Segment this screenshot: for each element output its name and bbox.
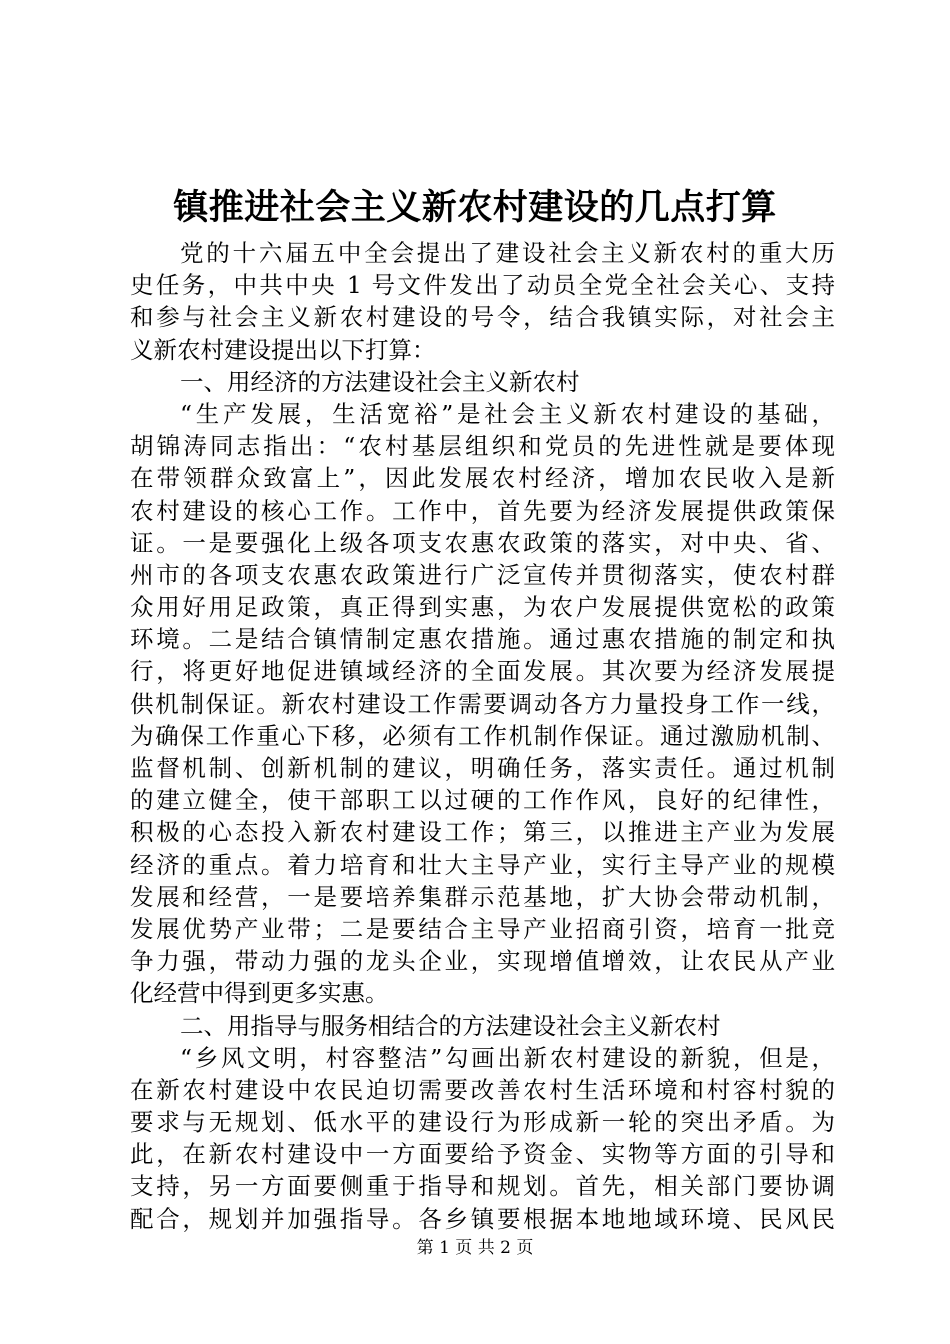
text-line: 支持，另一方面要侧重于指导和规划。首先，相关部门要协调 [130, 1172, 835, 1201]
text-line: 义新农村建设提出以下打算： [130, 335, 436, 364]
text-line: 积极的心态投入新农村建设工作；第三，以推进主产业为发展 [130, 818, 835, 847]
text-line: 发展优势产业带；二是要结合主导产业招商引资，培育一批竞 [130, 914, 835, 943]
text-line: 农村建设的核心工作。工作中，首先要为经济发展提供政策保 [130, 496, 835, 525]
text-line: 环境。二是结合镇情制定惠农措施。通过惠农措施的制定和执 [130, 625, 835, 654]
text-line: 州市的各项支农惠农政策进行广泛宣传并贯彻落实，使农村群 [130, 560, 835, 589]
text-line: 胡锦涛同志指出：“农村基层组织和党员的先进性就是要体现 [130, 432, 835, 461]
text-line: 配合，规划并加强指导。各乡镇要根据本地地域环境、民风民 [130, 1204, 835, 1233]
section-heading: 一、用经济的方法建设社会主义新农村 [180, 367, 580, 396]
text-line: 经济的重点。着力培育和壮大主导产业，实行主导产业的规模 [130, 850, 835, 879]
text-line: “生产发展，生活宽裕”是社会主义新农村建设的基础， [180, 399, 835, 428]
page-number-footer: 第 1 页 共 2 页 [416, 1238, 534, 1258]
text-line: 在带领群众致富上”，因此发展农村经济，增加农民收入是新 [130, 464, 835, 493]
text-line: “乡风文明，村容整洁”勾画出新农村建设的新貌，但是， [180, 1043, 835, 1072]
text-line: 行，将更好地促进镇域经济的全面发展。其次要为经济发展提 [130, 657, 835, 686]
document-body [130, 237, 835, 1235]
text-line: 史任务，中共中央 1 号文件发出了动员全党全社会关心、支持 [130, 271, 835, 300]
text-line: 的建立健全，使干部职工以过硬的工作作风，良好的纪律性， [130, 786, 835, 815]
text-line: 党的十六届五中全会提出了建设社会主义新农村的重大历 [180, 239, 835, 267]
text-line: 监督机制、创新机制的建议，明确任务，落实责任。通过机制 [130, 754, 835, 782]
text-line: 为确保工作重心下移，必须有工作机制作保证。通过激励机制、 [130, 721, 835, 750]
text-line: 化经营中得到更多实惠。 [130, 979, 389, 1008]
text-line: 要求与无规划、低水平的建设行为形成新一轮的突出矛盾。为 [130, 1108, 835, 1137]
text-line: 和参与社会主义新农村建设的号令，结合我镇实际，对社会主 [130, 303, 835, 332]
text-line: 供机制保证。新农村建设工作需要调动各方力量投身工作一线， [130, 689, 835, 718]
text-line: 此，在新农村建设中一方面要给予资金、实物等方面的引导和 [130, 1140, 835, 1169]
text-line: 众用好用足政策，真正得到实惠，为农户发展提供宽松的政策 [130, 593, 835, 622]
text-line: 争力强，带动力强的龙头企业，实现增值增效，让农民从产业 [130, 947, 835, 976]
text-line: 在新农村建设中农民迫切需要改善农村生活环境和村容村貌的 [130, 1075, 835, 1104]
document-title: 镇推进社会主义新农村建设的几点打算 [173, 187, 777, 228]
text-line: 发展和经营，一是要培养集群示范基地，扩大协会带动机制， [130, 882, 835, 911]
text-line: 证。一是要强化上级各项支农惠农政策的落实，对中央、省、 [130, 528, 835, 557]
section-heading: 二、用指导与服务相结合的方法建设社会主义新农村 [180, 1011, 721, 1040]
